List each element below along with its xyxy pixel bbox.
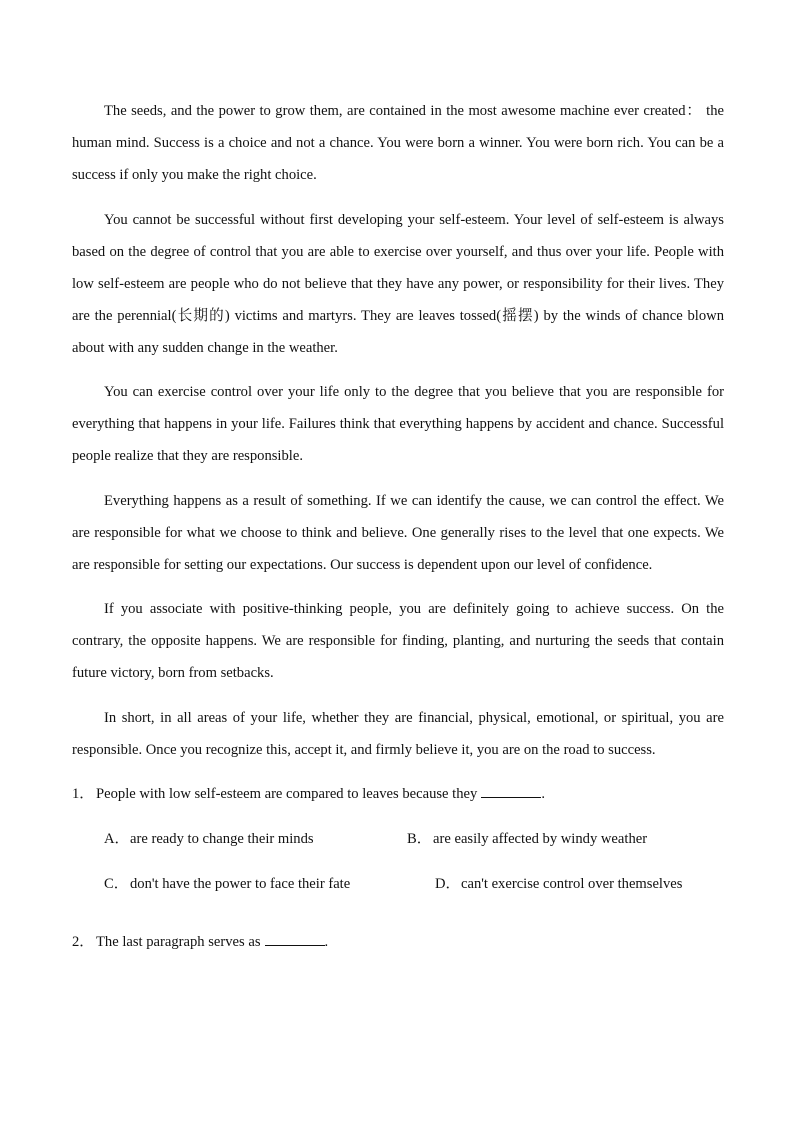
- question-number: 2．: [72, 934, 94, 950]
- document-page: [72, 95, 724, 958]
- question-1-options: [72, 823, 724, 913]
- question-number: 1．: [72, 786, 94, 802]
- question-end: .: [324, 934, 329, 950]
- option-b: [407, 823, 647, 855]
- paragraph-3: You can exercise control over your life only to the degree that you believe that you are responsible for everything that happens in your life. Failures think that everything happens by accident and chance. Successful people realize that they are responsible.: [72, 384, 724, 464]
- option-text: are easily affected by windy weather: [433, 831, 648, 847]
- option-letter: A．: [104, 831, 130, 847]
- paragraph-2: You cannot be successful without first developing your self-esteem. Your level of self-esteem is always based on the degree of control that you are able to exercise over yourself, and thus over your life. People with low self-esteem are people who do not believe that they have any power, or responsibility for their lives. They are the perennial(长期的) victims and martyrs. They are leaves tossed(摇摆) by the winds of chance blown about with any sudden change in the weather.: [72, 211, 724, 356]
- paragraph-4: Everything happens as a result of something. If we can identify the cause, we can control the effect. We are responsible for what we choose to think and believe. One generally rises to the level that one expects. We are responsible for setting our expectations. Our success is dependent upon our level of confidence.: [72, 492, 724, 573]
- option-text: are ready to change their minds: [130, 831, 314, 847]
- paragraph-5: If you associate with positive-thinking people, you are definitely going to achieve success. On the contrary, the opposite happens. We are responsible for finding, planting, and nurturing the seeds that contain future victory, born from setbacks.: [72, 601, 724, 681]
- option-text: don't have the power to face their fate: [130, 876, 351, 892]
- question-2: [72, 926, 724, 958]
- answer-blank: [481, 783, 541, 798]
- option-letter: C．: [104, 876, 129, 892]
- option-text: can't exercise control over themselves: [461, 876, 683, 892]
- option-a: [104, 823, 314, 855]
- question-1: [72, 778, 724, 810]
- option-letter: D．: [435, 876, 461, 892]
- question-stem: People with low self-esteem are compared to leaves because they: [96, 786, 478, 802]
- question-end: .: [541, 786, 545, 802]
- option-d: [435, 868, 682, 900]
- option-letter: B．: [407, 831, 432, 847]
- question-stem: The last paragraph serves as: [96, 934, 261, 950]
- paragraph-1: The seeds, and the power to grow them, are contained in the most awesome machine ever created： the human mind. Success is a choice and not a chance. You were born a winner. You were born rich. You can be a success if only you make the right choice.: [72, 103, 724, 183]
- option-c: [104, 868, 350, 900]
- answer-blank: [265, 931, 325, 946]
- paragraph-6: In short, in all areas of your life, whether they are financial, physical, emotional, or spiritual, you are responsible. Once you recognize this, accept it, and firmly believe it, you are on the road to success.: [72, 709, 724, 758]
